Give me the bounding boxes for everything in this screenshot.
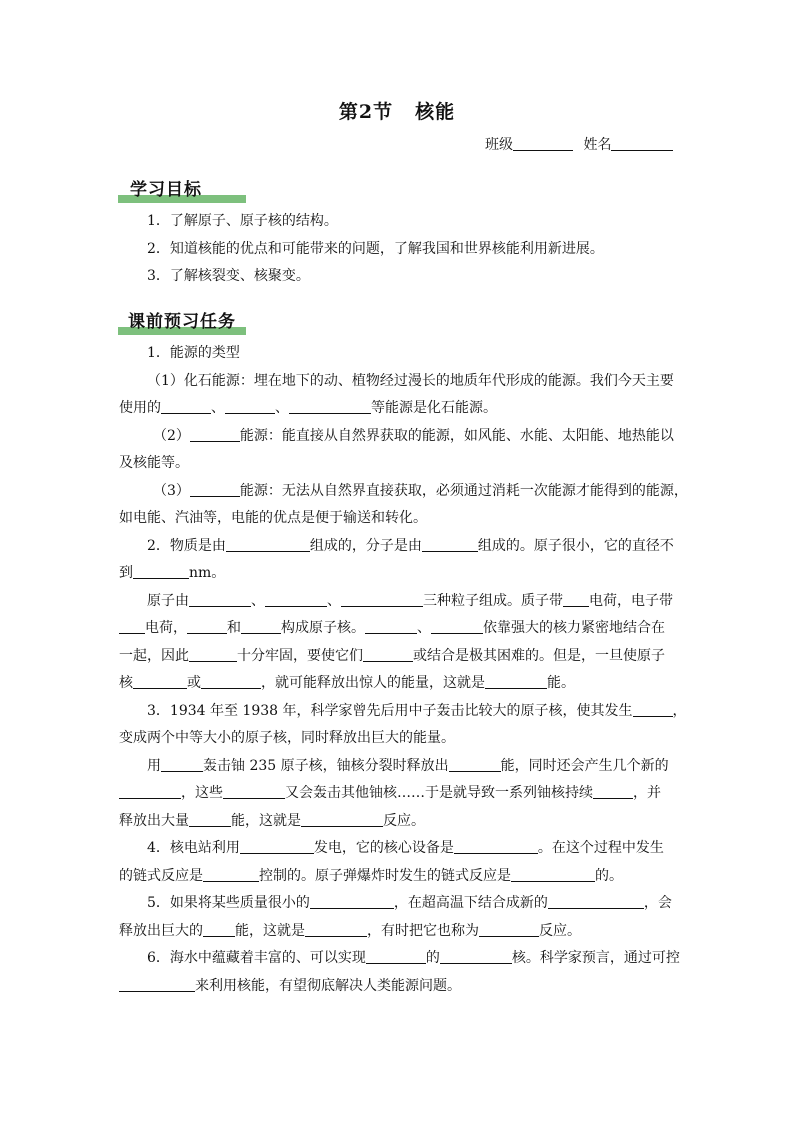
text: （2）	[153, 427, 190, 444]
goals-heading	[118, 175, 246, 203]
q1-c-line2: 如电能、汽油等，电能的优点是便于输送和转化。	[119, 510, 427, 526]
q2-line3	[119, 588, 681, 616]
name-label: 姓名	[583, 137, 612, 153]
text: 能源：无法从自然界直接获取，必须通过消耗一次能源才能得到的能源，	[239, 482, 688, 499]
answer-blank[interactable]	[190, 481, 240, 497]
q1-heading: 1．能源的类型	[147, 345, 240, 361]
text: 释放出巨大的	[119, 922, 203, 939]
text: 、	[251, 592, 265, 609]
class-blank[interactable]	[513, 135, 573, 151]
answer-blank[interactable]	[161, 398, 211, 414]
text: 发电，它的核心设备是	[313, 840, 454, 856]
q3-line5	[119, 808, 681, 836]
q4-line2	[119, 863, 681, 891]
text: 或结合是极其困难的。但是，一旦使原子	[413, 647, 665, 664]
text: 来利用核能，有望彻底解决人类能源问题。	[195, 977, 461, 994]
answer-blank[interactable]	[189, 646, 237, 662]
q1-b-line2: 及核能等。	[119, 455, 189, 471]
q4-line1	[119, 835, 681, 863]
text: 等能源是化石能源。	[371, 400, 497, 416]
answer-blank[interactable]	[633, 701, 673, 717]
answer-blank[interactable]	[226, 536, 310, 552]
text: 、	[275, 400, 289, 416]
text: 原子由	[147, 592, 189, 609]
name-blank[interactable]	[611, 135, 673, 151]
text: 核。科学家预言，通过可控	[511, 950, 680, 966]
answer-blank[interactable]	[511, 866, 595, 882]
text: 使用的	[119, 400, 161, 416]
answer-blank[interactable]	[479, 921, 539, 937]
q3-line3	[119, 753, 681, 781]
text: 2．物质是由	[147, 537, 226, 554]
answer-blank[interactable]	[119, 783, 181, 799]
answer-blank[interactable]	[190, 426, 240, 442]
answer-blank[interactable]	[240, 838, 314, 854]
section-topic: 核能	[415, 101, 456, 123]
text: 核	[119, 675, 133, 691]
answer-blank[interactable]	[440, 948, 512, 964]
answer-blank[interactable]	[225, 398, 275, 414]
text: 电荷，	[145, 620, 187, 636]
text: 依靠强大的核力紧密地结合在	[483, 620, 665, 636]
answer-blank[interactable]	[366, 948, 426, 964]
answer-blank[interactable]	[187, 618, 227, 634]
text: 或	[187, 675, 201, 691]
text: nm。	[189, 565, 226, 581]
answer-blank[interactable]	[310, 893, 394, 909]
answer-blank[interactable]	[449, 756, 501, 772]
answer-blank[interactable]	[485, 673, 547, 689]
answer-blank[interactable]	[203, 921, 235, 937]
text: 反应。	[539, 922, 581, 939]
text: 三种粒子组成。质子带	[423, 592, 563, 609]
text: 十分牢固，要使它们	[237, 647, 363, 664]
answer-blank[interactable]	[363, 646, 413, 662]
q3-line1	[119, 698, 687, 726]
answer-blank[interactable]	[454, 838, 538, 854]
text: 、	[417, 620, 431, 636]
q2-line4	[119, 615, 681, 643]
goal-item: 3．了解核裂变、核聚变。	[147, 268, 310, 284]
answer-blank[interactable]	[265, 591, 327, 607]
q6-line2	[119, 973, 681, 1001]
text: 能源：能直接从自然界获取的能源，如风能、水能、太阳能、地热能以	[239, 427, 674, 444]
text: 释放出大量	[119, 812, 189, 829]
answer-blank[interactable]	[133, 563, 189, 579]
text: 4．核电站利用	[147, 840, 240, 856]
text: ，并	[633, 785, 661, 801]
answer-blank[interactable]	[431, 618, 483, 634]
answer-blank[interactable]	[563, 591, 589, 607]
tasks-heading-text: 课前预习任务	[128, 312, 236, 332]
answer-blank[interactable]	[301, 811, 383, 827]
q1-b-line1	[119, 423, 681, 451]
goal-item: 2．知道核能的优点和可能带来的问题，了解我国和世界核能利用新进展。	[147, 240, 604, 257]
goal-item: 1．了解原子、原子核的结构。	[147, 213, 338, 229]
section-number: 第2节	[338, 101, 394, 123]
text: 3．1934 年至 1938 年，科学家曾先后用中子轰击比较大的原子核，使其发生	[147, 702, 633, 719]
class-name-line	[485, 134, 673, 154]
text: 能。	[547, 675, 575, 691]
goals-heading-text: 学习目标	[130, 180, 202, 200]
q6-line1	[119, 945, 681, 973]
text: 能，同时还会产生几个新的	[500, 757, 669, 774]
text: 6．海水中蕴藏着丰富的、可以实现	[147, 950, 366, 966]
text: 和	[227, 620, 241, 636]
answer-blank[interactable]	[593, 783, 633, 799]
text: 电荷，电子带	[589, 592, 673, 609]
goals-list	[119, 208, 681, 291]
answer-blank[interactable]	[548, 893, 644, 909]
text: 、	[211, 400, 225, 416]
text: 反应。	[383, 812, 425, 829]
text: 用	[147, 757, 161, 774]
q3-line4	[119, 780, 681, 808]
text: 组成的。原子很小，它的直径不	[477, 537, 674, 554]
answer-blank[interactable]	[161, 756, 203, 772]
q3-line2: 变成两个中等大小的原子核，同时释放出巨大的能量。	[119, 730, 455, 746]
text: 轰击铀 235 原子核，铀核分裂时释放出	[203, 757, 449, 774]
text: 、	[327, 592, 341, 609]
text: 又会轰击其他铀核……于是就导致一系列铀核持续	[285, 785, 593, 801]
answer-blank[interactable]	[365, 618, 417, 634]
answer-blank[interactable]	[189, 811, 231, 827]
text: ，	[672, 702, 687, 719]
answer-blank[interactable]	[305, 921, 367, 937]
text: ，在超高温下结合成新的	[393, 895, 548, 911]
text: ，这些	[181, 785, 223, 801]
text: 组成的，分子是由	[309, 537, 422, 554]
q2-line5	[119, 643, 681, 671]
text: 的	[425, 950, 440, 966]
q1-a-line1: （1）化石能源：埋在地下的动、植物经过漫长的地质年代形成的能源。我们今天主要	[147, 372, 674, 389]
text: ，就可能释放出惊人的能量，这就是	[261, 675, 485, 691]
answer-blank[interactable]	[223, 783, 285, 799]
text: ，会	[643, 895, 672, 911]
text: （3）	[153, 482, 190, 499]
answer-blank[interactable]	[133, 673, 187, 689]
answer-blank[interactable]	[241, 618, 281, 634]
answer-blank[interactable]	[119, 976, 195, 992]
answer-blank[interactable]	[119, 618, 145, 634]
answer-blank[interactable]	[289, 398, 371, 414]
text: 能，这就是	[231, 812, 301, 829]
page-title	[0, 97, 794, 124]
q5-line1	[119, 890, 681, 918]
text: 。在这个过程中发生	[537, 840, 664, 856]
q1-c-line1	[119, 478, 688, 506]
q2-line1	[119, 533, 681, 561]
text: 控制的。原子弹爆炸时发生的链式反应是	[259, 867, 511, 884]
class-label: 班级	[485, 137, 513, 153]
q2-line2	[119, 560, 681, 588]
answer-blank[interactable]	[341, 591, 423, 607]
tasks-content	[119, 340, 688, 1000]
text: 的。	[595, 867, 623, 884]
text: 构成原子核。	[281, 620, 365, 636]
text: 5．如果将某些质量很小的	[147, 895, 310, 911]
answer-blank[interactable]	[189, 591, 251, 607]
text: 能，这就是	[235, 922, 305, 939]
text: 的链式反应是	[119, 867, 203, 884]
text: ，有时把它也称为	[367, 922, 479, 939]
text: 到	[119, 565, 133, 581]
answer-blank[interactable]	[201, 673, 261, 689]
tasks-heading	[118, 307, 246, 335]
text: 一起，因此	[119, 647, 189, 664]
q1-a-line2	[119, 395, 681, 423]
q5-line2	[119, 918, 681, 946]
answer-blank[interactable]	[203, 866, 259, 882]
q2-line6	[119, 670, 681, 698]
answer-blank[interactable]	[422, 536, 478, 552]
